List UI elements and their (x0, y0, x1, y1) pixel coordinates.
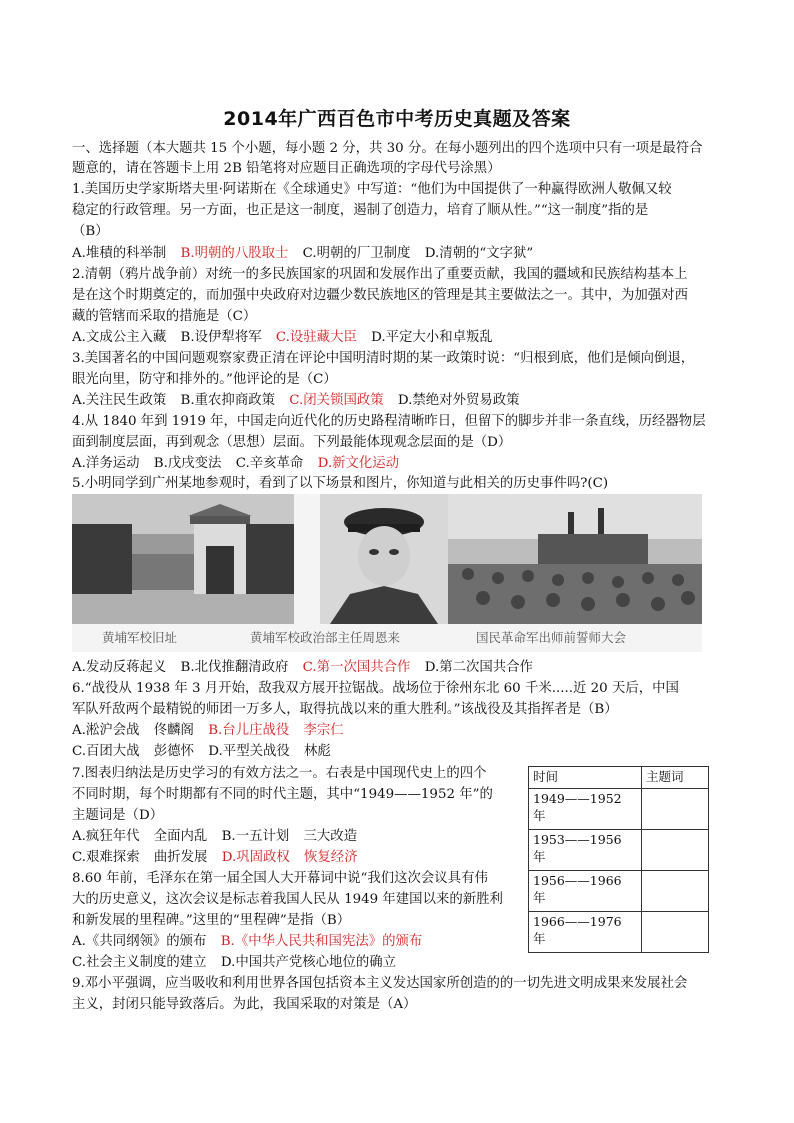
q6-option-c: C.百团大战 (72, 744, 140, 759)
q6-option-c-commander: 彭德怀 (153, 744, 195, 759)
table-header: 主题词 (642, 767, 709, 789)
q7-option-c-detail: 曲折发展 (153, 850, 208, 865)
caption-portrait: 黄埔军校政治部主任周恩来 (250, 630, 401, 645)
instructions-line: 一、选择题（本大题共 15 个小题，每小题 2 分，共 30 分。在每小题列出的四个选项中只有一项是最符合 (72, 141, 703, 156)
q7-option-c: C.艰难探索 (72, 850, 140, 865)
q5-option-c: C.第一次国共合作 (302, 660, 411, 675)
table-cell-topic (642, 830, 709, 871)
q7-option-d: D.巩固政权 (221, 850, 290, 865)
q5-options (72, 658, 533, 678)
caption-rally: 国民革命军出师前誓师大会 (476, 630, 627, 645)
table-header-row (529, 767, 709, 789)
table-cell-period: 1966——1976 年 (529, 912, 642, 953)
q3-stem: 眼光向里，防守和排外的。”他评论的是（C） (72, 372, 337, 387)
q7-stem: 不同时期，每个时期都有不同的时代主题，其中“1949——1952 年”的 (72, 787, 493, 802)
q8-option-b: B.《中华人民共和国宪法》的颁布 (220, 934, 423, 949)
q6-option-b-commander: 李宗仁 (303, 723, 344, 738)
q7-stem: 7.图表归纳法是历史学习的有效方法之一。右表是中国现代史上的四个 (72, 766, 487, 781)
q3-options (72, 391, 520, 411)
page-title: 2014年广西百色市中考历史真题及答案 (223, 108, 571, 130)
q6-options-row2 (72, 742, 331, 762)
table-cell-topic (642, 789, 709, 830)
table-row (529, 830, 709, 871)
q7-options-row2 (72, 848, 358, 868)
q4-option-b: B.戊戌变法 (153, 456, 222, 471)
q5-photo-strip (72, 494, 702, 652)
q1-options (72, 244, 533, 264)
q1-option-d: D.清朝的“文字狱” (424, 246, 534, 261)
q4-options (72, 454, 399, 474)
table-cell-period: 1949——1952 年 (529, 789, 642, 830)
q1-stem: （B） (72, 224, 109, 239)
q7-option-b-detail: 三大改造 (303, 829, 358, 844)
q8-option-d: D.中国共产党核心地位的确立 (220, 955, 397, 970)
q3-option-d: D.禁绝对外贸易政策 (397, 393, 520, 408)
table-row (529, 789, 709, 830)
rally-photo (448, 494, 702, 624)
q5-option-d: D.第二次国共合作 (424, 660, 533, 675)
q3-option-c: C.闭关锁国政策 (289, 393, 384, 408)
q8-options-row1 (72, 932, 422, 952)
table-cell-topic (642, 871, 709, 912)
q8-stem: 和新发展的里程碑。”这里的“里程碑”是指（B） (72, 913, 351, 928)
q2-option-d: D.平定大小和卓叛乱 (371, 330, 493, 345)
q1-stem: 1.美国历史学家斯塔夫里·阿诺斯在《全球通史》中写道：“他们为中国提供了一种赢得欧洲人敬佩又较 (72, 182, 672, 197)
period-topic-table (528, 766, 709, 953)
q7-option-a: A.疯狂年代 (72, 829, 140, 844)
q6-option-b: B.台儿庄战役 (208, 723, 290, 738)
q2-stem: 2.清朝（鸦片战争前）对统一的多民族国家的巩固和发展作出了重要贡献，我国的疆域和民族结构基本上 (72, 267, 688, 282)
q8-stem: 8.60 年前，毛泽东在第一届全国人大开幕词中说“我们这次会议具有伟 (72, 871, 488, 886)
q6-option-a-commander: 佟麟阁 (153, 723, 194, 738)
q6-stem: 6.“战役从 1938 年 3 月开始，敌我双方展开拉锯战。战场位于徐州东北 60 千米.....近 20 天后，中国 (72, 681, 679, 696)
q7-options-row1 (72, 827, 357, 847)
q1-option-b: B.明朝的八股取士 (180, 246, 289, 261)
caption-academy: 黄埔军校旧址 (102, 630, 178, 645)
q2-stem: 是在这个时期奠定的，而加强中央政府对边疆少数民族地区的管理是其主要做法之一。其中，为加强对西 (72, 288, 688, 303)
q3-option-b: B.重农抑商政策 (180, 393, 275, 408)
table-cell-period: 1956——1966 年 (529, 871, 642, 912)
table-row (529, 912, 709, 953)
q4-stem: 面到制度层面，再到观念（思想）层面。下列最能体现观念层面的是（D） (72, 435, 512, 450)
academy-gate-photo (72, 494, 294, 624)
q7-stem: 主题词是（D） (72, 808, 164, 823)
q4-option-c: C.辛亥革命 (235, 456, 304, 471)
q6-option-d-commander: 林彪 (304, 744, 331, 759)
table-header: 时间 (529, 767, 642, 789)
q2-option-c: C.设驻藏大臣 (275, 330, 357, 345)
portrait-photo (320, 494, 448, 624)
q5-stem: 5.小明同学到广州某地参观时，看到了以下场景和图片，你知道与此相关的历史事件吗?(C) (72, 476, 609, 491)
q4-option-a: A.洋务运动 (72, 456, 140, 471)
q8-option-c: C.社会主义制度的建立 (72, 955, 207, 970)
q8-options-row2 (72, 953, 396, 973)
q8-option-a: A.《共同纲领》的颁布 (72, 934, 207, 949)
q3-stem: 3.美国著名的中国问题观察家费正清在评论中国明清时期的某一政策时说：“归根到底，他们是倾向倒退， (72, 351, 695, 366)
q7-option-a-detail: 全面内乱 (153, 829, 208, 844)
q9-stem: 9.邓小平强调，应当吸收和利用世界各国包括资本主义发达国家所创造的的一切先进文明成果来发展社会 (72, 976, 688, 991)
q2-option-a: A.文成公主入藏 (72, 330, 167, 345)
instructions-line: 题意的，请在答题卡上用 2B 铅笔将对应题目正确选项的字母代号涂黑） (72, 161, 501, 176)
q1-option-a: A.堆積的科举制 (72, 246, 167, 261)
q4-option-d: D.新文化运动 (317, 456, 400, 471)
q2-stem: 藏的管辖而采取的措施是（C） (72, 309, 257, 324)
q3-option-a: A.关注民生政策 (72, 393, 167, 408)
q5-option-b: B.北伐推翻清政府 (180, 660, 289, 675)
q4-stem: 4.从 1840 年到 1919 年，中国走向近代化的历史路程清晰昨日，但留下的脚步并非一条直线，历经器物层 (72, 414, 706, 429)
q6-options-row1 (72, 721, 344, 741)
q1-option-c: C.明朝的厂卫制度 (302, 246, 411, 261)
q7-option-b: B.一五计划 (221, 829, 290, 844)
q6-option-a: A.淞沪会战 (72, 723, 140, 738)
q2-options (72, 328, 493, 348)
q5-option-a: A.发动反蒋起义 (72, 660, 167, 675)
q6-stem: 军队歼敌两个最精锐的师团一万多人，取得抗战以来的重大胜利。”该战役及其指挥者是（B） (72, 702, 618, 717)
q7-option-d-detail: 恢复经济 (304, 850, 358, 865)
table-cell-topic (642, 912, 709, 953)
q6-option-d: D.平型关战役 (208, 744, 290, 759)
table-row (529, 871, 709, 912)
q9-stem: 主义，封闭只能导致落后。为此，我国采取的对策是（A） (72, 997, 417, 1012)
q8-stem: 大的历史意义，这次会议是标志着我国人民从 1949 年建国以来的新胜利 (72, 892, 503, 907)
table-cell-period: 1953——1956 年 (529, 830, 642, 871)
q1-stem: 稳定的行政管理。另一方面，也正是这一制度，遏制了创造力，培育了顺从性。”“这一制度”指的是 (72, 203, 649, 218)
q2-option-b: B.设伊犁将军 (180, 330, 262, 345)
